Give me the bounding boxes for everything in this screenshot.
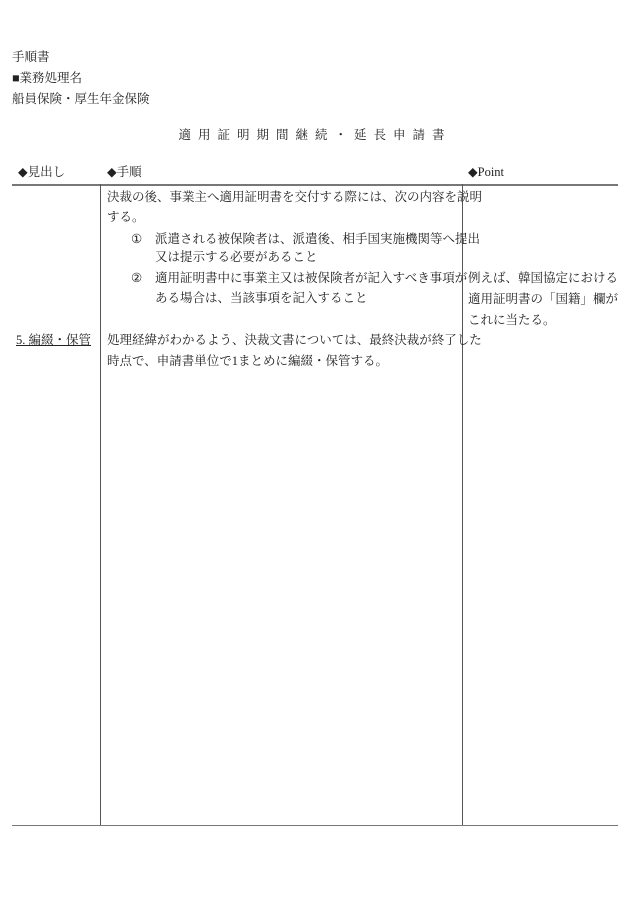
list-item-text: 適用証明書中に事業主又は被保険者が記入すべき事項が bbox=[155, 271, 468, 285]
list-item-text: 派遣される被保険者は、派遣後、相手国実施機関等へ提出 bbox=[155, 232, 481, 246]
point-text: これに当たる。 bbox=[468, 313, 556, 327]
list-number: ② bbox=[131, 271, 143, 285]
column-header-point: ◆Point bbox=[468, 165, 505, 179]
point-text: 例えば、韓国協定における bbox=[468, 271, 619, 285]
list-number: ① bbox=[131, 232, 143, 246]
list-item-text: ある場合は、当該事項を記入すること bbox=[155, 291, 368, 305]
point-text: 適用証明書の「国籍」欄が bbox=[468, 292, 619, 306]
column-divider bbox=[100, 184, 101, 825]
procedure-text: する。 bbox=[107, 210, 145, 224]
row-heading: 5. 編綴・保管 bbox=[16, 333, 92, 347]
table-bottom-border bbox=[12, 825, 618, 826]
doc-type: 手順書 bbox=[12, 50, 50, 64]
column-header-procedure: ◆手順 bbox=[107, 165, 142, 179]
list-item-text: 又は提示する必要があること bbox=[155, 250, 318, 264]
page-title: 適用証明期間継続・延長申請書 bbox=[178, 128, 452, 142]
column-header-heading: ◆見出し bbox=[18, 165, 66, 179]
section-label: ■業務処理名 bbox=[12, 71, 83, 85]
procedure-text: 時点で、申請書単位で1まとめに編綴・保管する。 bbox=[107, 354, 389, 368]
table-top-border bbox=[12, 184, 618, 186]
procedure-text: 決裁の後、事業主へ適用証明書を交付する際には、次の内容を説明 bbox=[107, 190, 483, 204]
business-name: 船員保険・厚生年金保険 bbox=[12, 92, 150, 106]
procedure-text: 処理経緯がわかるよう、決裁文書については、最終決裁が終了した bbox=[107, 333, 482, 347]
